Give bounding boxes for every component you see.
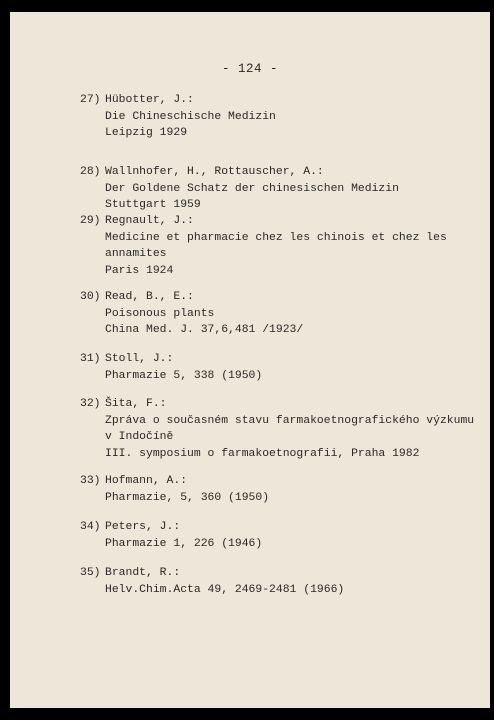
reference-item [80, 92, 480, 142]
reference-title: Poisonous plants [105, 307, 215, 320]
reference-author: Regnault, J.: [105, 215, 194, 227]
reference-author: Stoll, J.: [105, 353, 174, 365]
reference-item [80, 213, 480, 279]
reference-list-29 [80, 213, 480, 279]
reference-item [80, 289, 480, 339]
reference-title-continued: v Indočíně [105, 431, 174, 443]
reference-number: 33) [80, 475, 101, 487]
reference-list-31 [80, 351, 480, 384]
reference-source: Paris 1924 [105, 264, 174, 277]
reference-number: 28) [80, 166, 101, 178]
reference-list-35 [80, 565, 480, 598]
reference-number: 30) [80, 291, 101, 303]
reference-list-33 [80, 473, 480, 506]
reference-item [80, 164, 480, 214]
reference-item [80, 473, 480, 506]
document-page [10, 12, 490, 708]
reference-title: Die Chineschische Medizin [105, 110, 276, 123]
reference-list [80, 92, 480, 142]
reference-title-continued: annamites [105, 248, 167, 260]
reference-list-34 [80, 519, 480, 552]
reference-item [80, 396, 480, 462]
reference-title: Der Goldene Schatz der chinesischen Medizin [105, 182, 399, 195]
reference-item [80, 519, 480, 552]
page-number: - 124 - [221, 62, 278, 76]
reference-author: Read, B., E.: [105, 291, 194, 303]
reference-number: 27) [80, 94, 101, 106]
reference-source: Pharmazie, 5, 360 (1950) [105, 491, 270, 504]
reference-author: Hofmann, A.: [105, 475, 188, 487]
reference-author: Peters, J.: [105, 521, 181, 533]
reference-list-30 [80, 289, 480, 339]
reference-source: III. symposium o farmakoetnografii, Praha 1982 [105, 447, 420, 460]
reference-title: Medicine et pharmacie chez les chinois et chez les [105, 231, 447, 244]
reference-item [80, 351, 480, 384]
reference-author: Šita, F.: [105, 398, 167, 410]
reference-list-28 [80, 164, 480, 214]
reference-number: 34) [80, 521, 101, 533]
reference-source: Pharmazie 5, 338 (1950) [105, 369, 263, 382]
reference-source: Helv.Chim.Acta 49, 2469-2481 (1966) [105, 583, 345, 596]
reference-item [80, 565, 480, 598]
reference-source: Pharmazie 1, 226 (1946) [105, 537, 263, 550]
reference-list-32 [80, 396, 480, 462]
reference-number: 32) [80, 398, 101, 410]
reference-source: Leipzig 1929 [105, 127, 188, 139]
reference-number: 35) [80, 567, 101, 579]
reference-number: 29) [80, 215, 101, 227]
reference-source: Stuttgart 1959 [105, 199, 201, 211]
reference-number: 31) [80, 353, 101, 365]
reference-author: Hübotter, J.: [105, 94, 194, 106]
reference-title: Zpráva o současném stavu farmakoetnografického výzkumu [105, 414, 475, 427]
reference-author: Wallnhofer, H., Rottauscher, A.: [105, 166, 324, 178]
reference-author: Brandt, R.: [105, 567, 181, 579]
reference-source: China Med. J. 37,6,481 /1923/ [105, 324, 304, 336]
